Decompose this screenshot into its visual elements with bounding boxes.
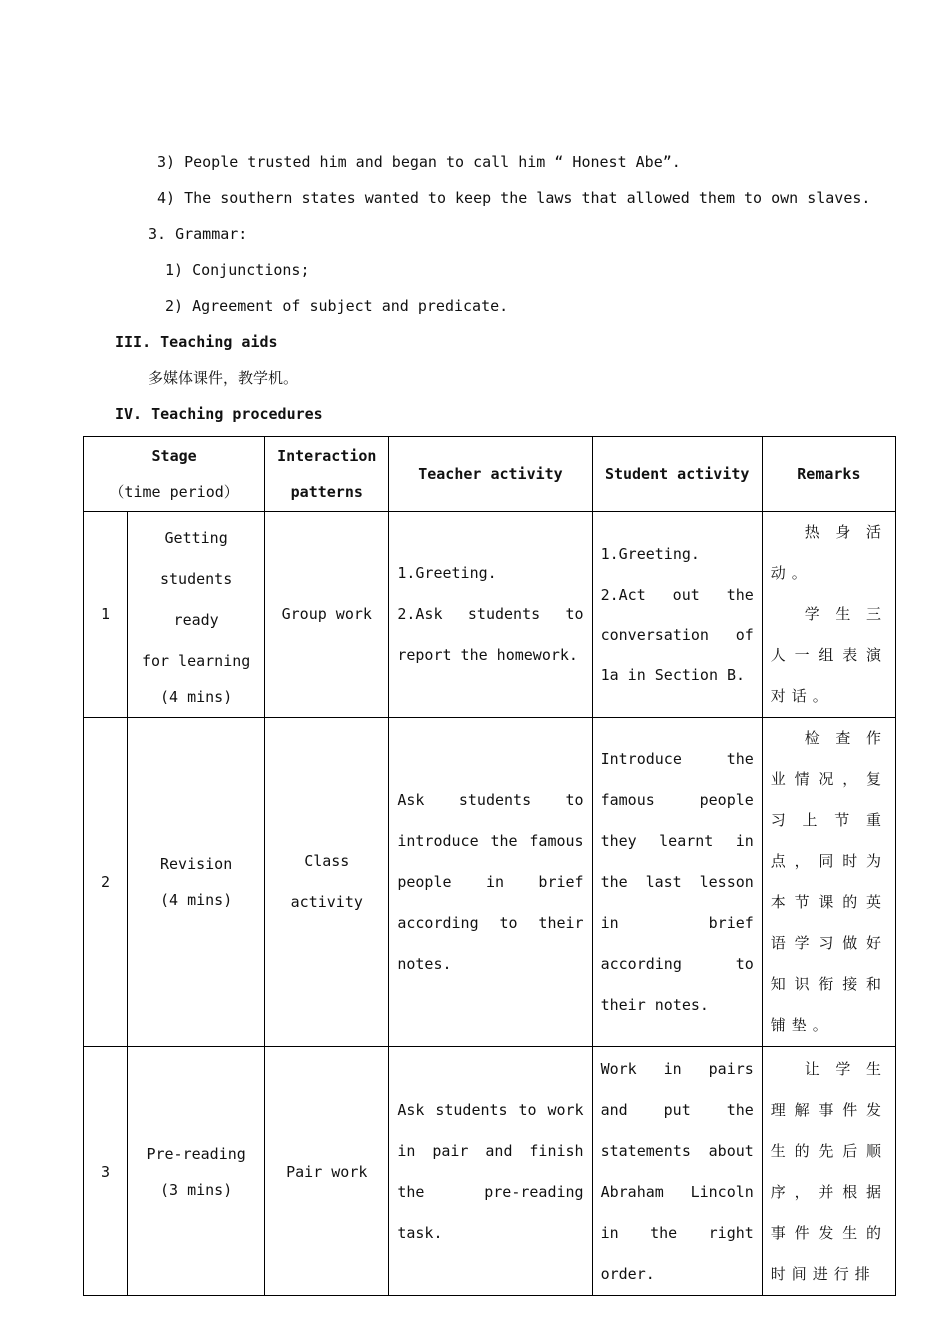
stage-cell: Getting students ready for learning (4 mins)	[128, 512, 265, 718]
grammar-item-2: 2) Agreement of subject and predicate.	[165, 297, 509, 315]
objective-line-4: 4) The southern states wanted to keep the laws that allowed them to own slaves.	[157, 189, 871, 207]
header-interaction-patterns: Interaction patterns	[265, 437, 389, 512]
header-student-activity: Student activity	[592, 437, 762, 512]
teacher-activity-cell: Ask students to introduce the famous people in brief according to their notes.	[389, 718, 592, 1047]
remarks-cell: 检查作业情况，复习上节重点，同时为本节课的英语学习做好知识衔接和铺垫。	[762, 718, 895, 1047]
procedures-table	[83, 436, 896, 1296]
student-activity-cell: 1.Greeting. 2.Act out the conversation of 1a in Section B.	[592, 512, 762, 718]
stage-cell: Revision (4 mins)	[128, 718, 265, 1047]
interaction-cell: Group work	[265, 512, 389, 718]
row-number: 3	[84, 1047, 128, 1296]
interaction-cell: Class activity	[265, 718, 389, 1047]
table-row	[84, 718, 896, 1047]
remarks-cell: 让学生理解事件发生的先后顺序，并根据事件发生的时间进行排	[762, 1047, 895, 1296]
header-remarks: Remarks	[762, 437, 895, 512]
teacher-activity-cell: Ask students to work in pair and finish the pre-reading task.	[389, 1047, 592, 1296]
header-teacher-activity: Teacher activity	[389, 437, 592, 512]
section-heading-teaching-procedures: IV. Teaching procedures	[115, 405, 323, 423]
header-stage: Stage （time period）	[84, 437, 265, 512]
teacher-activity-cell: 1.Greeting. 2.Ask students to report the homework.	[389, 512, 592, 718]
objective-line-3: 3) People trusted him and began to call him “ Honest Abe”.	[157, 153, 681, 171]
teaching-aids-text: 多媒体课件，教学机。	[148, 369, 299, 387]
remarks-cell: 热身活动。 学生三人一组表演对话。	[762, 512, 895, 718]
interaction-cell: Pair work	[265, 1047, 389, 1296]
grammar-item-1: 1) Conjunctions;	[165, 261, 310, 279]
student-activity-cell: Introduce the famous people they learnt in the last lesson in brief according to their notes.	[592, 718, 762, 1047]
grammar-heading: 3. Grammar:	[148, 225, 248, 243]
table-row	[84, 1047, 896, 1296]
table-row	[84, 512, 896, 718]
row-number: 2	[84, 718, 128, 1047]
student-activity-cell: Work in pairs and put the statements about Abraham Lincoln in the right order.	[592, 1047, 762, 1296]
table-header-row	[84, 437, 896, 512]
section-heading-teaching-aids: III. Teaching aids	[115, 333, 278, 351]
row-number: 1	[84, 512, 128, 718]
stage-cell: Pre-reading (3 mins)	[128, 1047, 265, 1296]
